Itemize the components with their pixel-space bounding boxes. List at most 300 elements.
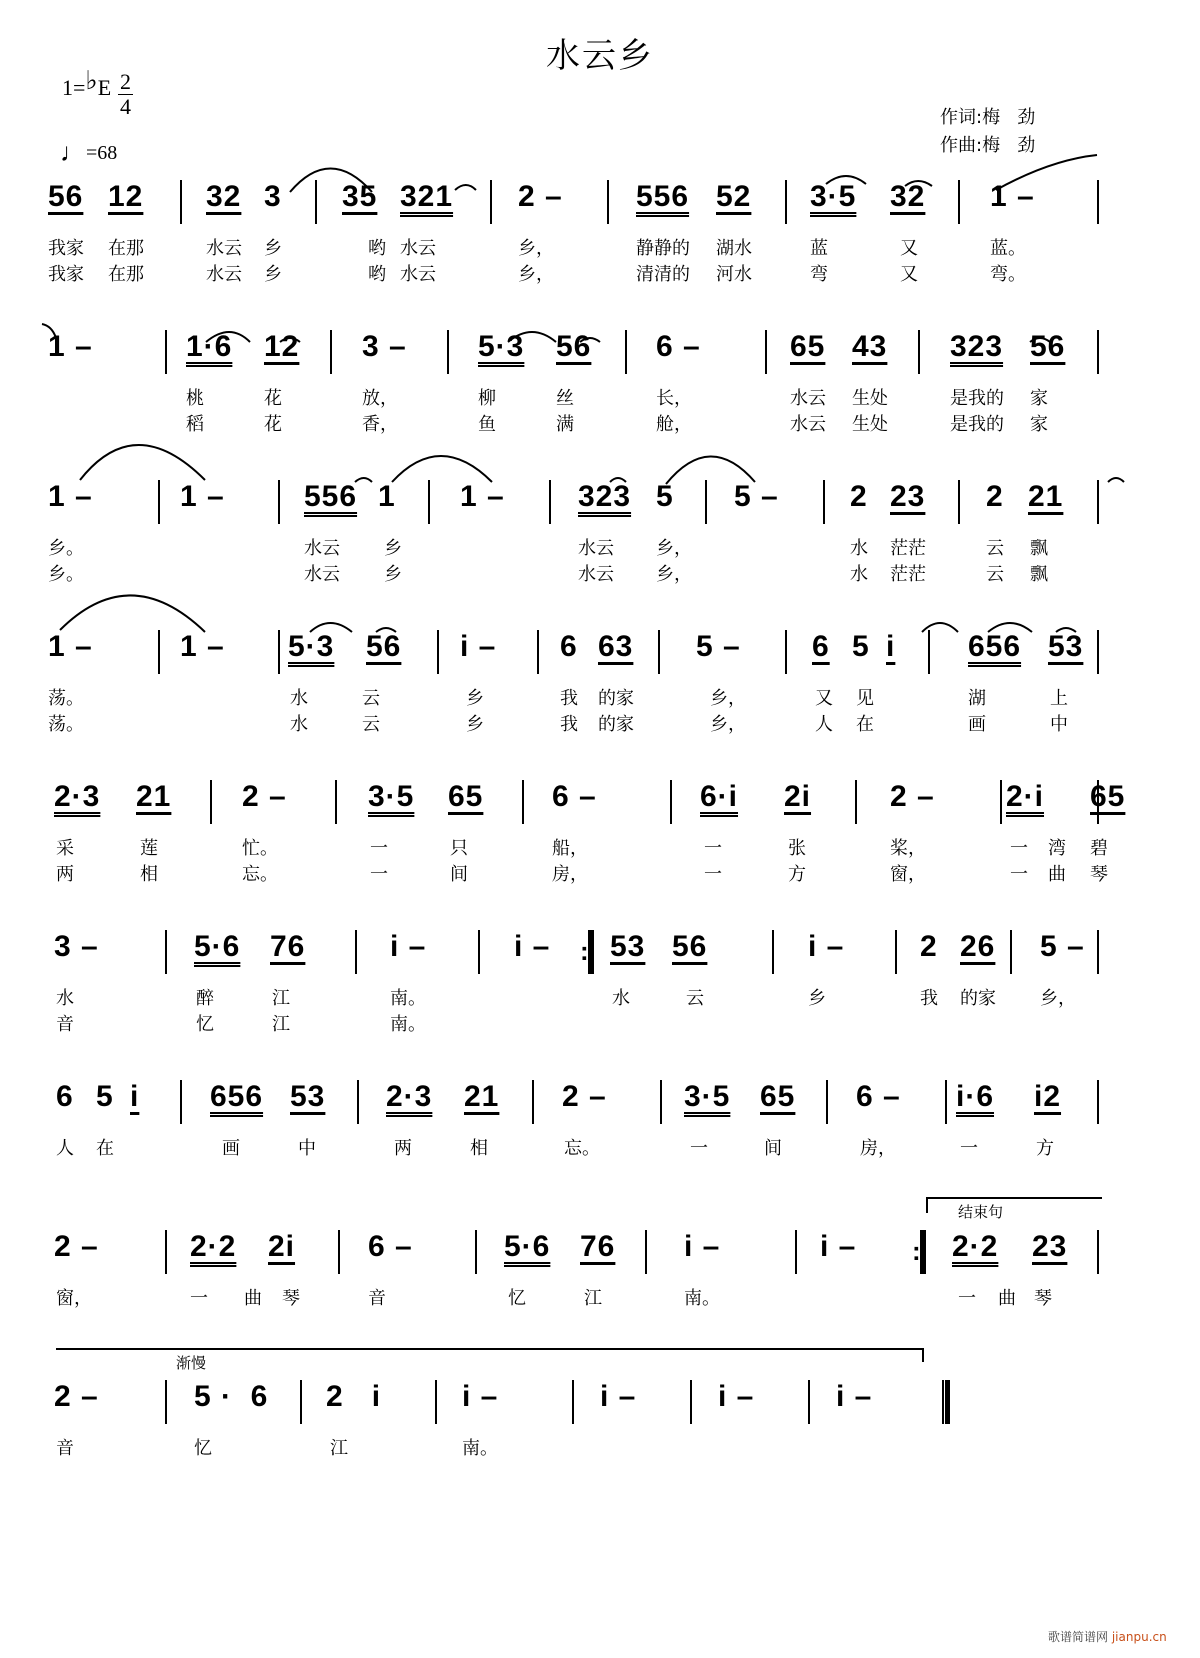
lyric-syllable: 水: [850, 564, 868, 585]
lyric-syllable: 水云: [206, 238, 242, 259]
note-group: 12: [264, 330, 300, 363]
note-group: 43: [852, 330, 888, 363]
lyric-syllable: 音: [368, 1288, 386, 1309]
staff-line: [0, 472, 1200, 532]
note-group: 56: [1030, 330, 1066, 363]
lyric-syllable: 间: [450, 864, 468, 885]
barline: [895, 930, 897, 974]
note-group: 65: [760, 1080, 796, 1113]
note-group: 1 –: [990, 180, 1035, 213]
barline: [958, 180, 960, 224]
note-group: 32: [890, 180, 926, 213]
note-group: 1 –: [48, 480, 93, 513]
barline: [785, 630, 787, 674]
barline: [918, 330, 920, 374]
barline: [165, 1230, 167, 1274]
barline: [537, 630, 539, 674]
lyric-syllable: 画: [222, 1138, 240, 1159]
note-group: 2·3: [54, 780, 101, 813]
lyric-syllable: 我家: [48, 238, 84, 259]
note-group: 5·3: [478, 330, 525, 363]
barline: [532, 1080, 534, 1124]
note-group: 5: [656, 480, 674, 513]
lyric-syllable: 乡: [264, 264, 282, 285]
barline: [855, 780, 857, 824]
tempo-value: =68: [86, 142, 118, 164]
lyric-syllable: 忘。: [564, 1138, 600, 1159]
note-group: 53: [610, 930, 646, 963]
lyric-syllable: 河水: [716, 264, 752, 285]
lyric-syllable: 在: [96, 1138, 114, 1159]
lyric-syllable: 中: [298, 1138, 316, 1159]
lyric-syllable: 乡。: [48, 538, 84, 559]
note-group: 3·5: [684, 1080, 731, 1113]
barline: [1097, 1230, 1099, 1274]
barline: [1097, 480, 1099, 524]
time-signature: [118, 70, 133, 119]
lyric-line-verse-1: [0, 234, 1200, 258]
lyric-syllable: 乡，: [710, 688, 746, 709]
barline: [808, 1380, 810, 1424]
lyric-syllable: 家: [1030, 388, 1048, 409]
lyric-syllable: 音: [56, 1014, 74, 1035]
staff-line: [0, 772, 1200, 832]
lyric-syllable: 乡，: [656, 538, 692, 559]
barline: [690, 1380, 692, 1424]
note-group: i –: [718, 1380, 755, 1413]
lyric-syllable: 乡: [384, 538, 402, 559]
note-group: 6: [560, 630, 578, 663]
lyric-syllable: 方: [788, 864, 806, 885]
lyric-syllable: 忆: [196, 1014, 214, 1035]
lyric-syllable: 水云: [790, 388, 826, 409]
lyric-syllable: 南。: [684, 1288, 720, 1309]
lyric-syllable: 弯: [810, 264, 828, 285]
lyric-syllable: 水云: [790, 414, 826, 435]
lyric-syllable: 忆: [508, 1288, 526, 1309]
note-group: 26: [960, 930, 996, 963]
lyric-syllable: 乡: [466, 688, 484, 709]
note-group: 2·3: [386, 1080, 433, 1113]
note-group: 1 –: [48, 330, 93, 363]
lyric-syllable: 又: [815, 688, 833, 709]
note-group: 5 –: [734, 480, 779, 513]
barline: [670, 780, 672, 824]
lyric-syllable: 人: [56, 1138, 74, 1159]
lyric-syllable: 忆: [194, 1438, 212, 1459]
barline: [180, 180, 182, 224]
lyric-syllable: 房，: [552, 864, 588, 885]
barline: [1010, 930, 1012, 974]
lyric-syllable: 水: [612, 988, 630, 1009]
lyric-syllable: 静静的: [636, 238, 690, 259]
note-group: 2 –: [518, 180, 563, 213]
lyric-syllable: 水云: [400, 238, 436, 259]
lyric-syllable: 醉: [196, 988, 214, 1009]
lyric-line-verse-1: [0, 834, 1200, 858]
barline: [658, 630, 660, 674]
lyric-syllable: 云: [362, 714, 380, 735]
lyric-syllable: 云: [362, 688, 380, 709]
lyric-syllable: 弯。: [990, 264, 1026, 285]
lyric-syllable: 水: [56, 988, 74, 1009]
barline: [300, 1380, 302, 1424]
note-group: 35: [342, 180, 378, 213]
lyric-line-verse-2: [0, 410, 1200, 434]
barline: [1097, 930, 1099, 974]
note-group: 5 –: [1040, 930, 1085, 963]
lyric-syllable: 是我的: [950, 388, 1004, 409]
lyric-syllable: 水云: [206, 264, 242, 285]
staff-line: [0, 922, 1200, 982]
repeat-barline: [920, 1230, 926, 1274]
lyric-syllable: 江: [330, 1438, 348, 1459]
note-group: 2·i: [1006, 780, 1045, 813]
lyric-syllable: 乡，: [710, 714, 746, 735]
lyric-syllable: 一: [960, 1138, 978, 1159]
lyric-line-verse-1: [0, 684, 1200, 708]
time-signature-bottom: 4: [120, 94, 131, 119]
lyric-syllable: 一: [190, 1288, 208, 1309]
barline: [357, 1080, 359, 1124]
lyric-syllable: 一: [1010, 838, 1028, 859]
lyric-syllable: 在: [856, 714, 874, 735]
note-group: 1 –: [180, 630, 225, 663]
repeat-barline: [588, 930, 594, 974]
barline: [335, 780, 337, 824]
lyric-syllable: 水: [290, 688, 308, 709]
note-group: 6·i: [700, 780, 739, 813]
lyric-syllable: 放，: [362, 388, 398, 409]
lyric-syllable: 乡: [808, 988, 826, 1009]
barline: [1097, 1080, 1099, 1124]
lyric-syllable: 飘: [1030, 538, 1048, 559]
note-group: 6 –: [368, 1230, 413, 1263]
lyric-syllable: 鱼: [478, 414, 496, 435]
note-group: 5·3: [288, 630, 335, 663]
lyric-syllable: 南。: [462, 1438, 498, 1459]
lyric-syllable: 飘: [1030, 564, 1048, 585]
lyricist: 作词:梅 劲: [940, 107, 1036, 128]
note-group: i: [130, 1080, 140, 1113]
lyric-syllable: 乡。: [48, 564, 84, 585]
barline: [549, 480, 551, 524]
note-group: 3·5: [810, 180, 857, 213]
lyric-line-verse-1: [0, 534, 1200, 558]
lyric-syllable: 间: [764, 1138, 782, 1159]
note-group: 5: [96, 1080, 114, 1113]
lyric-syllable: 是我的: [950, 414, 1004, 435]
lyric-syllable: 中: [1050, 714, 1068, 735]
lyric-syllable: 哟: [368, 238, 386, 259]
credits: [940, 104, 1035, 160]
lyric-syllable: 香，: [362, 414, 398, 435]
lyric-syllable: 乡: [264, 238, 282, 259]
key-prefix: 1=: [62, 75, 86, 100]
lyric-line-verse-1: [0, 1134, 1200, 1158]
lyric-syllable: 水: [290, 714, 308, 735]
barline: [765, 330, 767, 374]
note-group: 52: [716, 180, 752, 213]
lyric-syllable: 上: [1050, 688, 1068, 709]
lyric-syllable: 满: [556, 414, 574, 435]
lyric-syllable: 房，: [860, 1138, 896, 1159]
barline: [772, 930, 774, 974]
note-group: i·6: [956, 1080, 995, 1113]
lyric-line-verse-1: [0, 1434, 1200, 1458]
lyric-line-verse-1: [0, 984, 1200, 1008]
lyric-syllable: 水云: [304, 538, 340, 559]
lyric-syllable: 舱，: [656, 414, 692, 435]
lyric-syllable: 画: [968, 714, 986, 735]
lyric-syllable: 只: [450, 838, 468, 859]
note-group: i –: [808, 930, 845, 963]
lyric-syllable: 水云: [400, 264, 436, 285]
lyric-syllable: 乡，: [656, 564, 692, 585]
note-group: 32: [206, 180, 242, 213]
composer: 作曲:梅 劲: [940, 135, 1036, 156]
note-group: 2i: [268, 1230, 296, 1263]
note-group: 21: [1028, 480, 1064, 513]
staff-line: [0, 1372, 1200, 1432]
note-group: 63: [598, 630, 634, 663]
barline: [490, 180, 492, 224]
lyric-syllable: 我: [560, 714, 578, 735]
lyric-syllable: 乡，: [518, 264, 554, 285]
barline: [1097, 180, 1099, 224]
barline: [945, 1080, 947, 1124]
note-group: 2: [920, 930, 938, 963]
lyric-syllable: 莲: [140, 838, 158, 859]
lyric-line-verse-2: [0, 260, 1200, 284]
lyric-syllable: 荡。: [48, 688, 84, 709]
lyric-syllable: 云: [986, 564, 1004, 585]
ritardando-label: 渐慢: [176, 1354, 207, 1372]
note-group: i –: [600, 1380, 637, 1413]
watermark: [1048, 1628, 1167, 1645]
lyric-syllable: 曲: [1048, 864, 1066, 885]
lyric-syllable: 云: [986, 538, 1004, 559]
lyric-syllable: 水云: [304, 564, 340, 585]
lyric-syllable: 一: [370, 838, 388, 859]
lyric-syllable: 桨，: [890, 838, 926, 859]
note-group: 3 –: [54, 930, 99, 963]
note-group: 2: [850, 480, 868, 513]
final-barline: [942, 1380, 950, 1424]
lyric-line-verse-2: [0, 710, 1200, 734]
note-group: 2 –: [54, 1230, 99, 1263]
lyric-syllable: 清清的: [636, 264, 690, 285]
lyric-syllable: 水: [850, 538, 868, 559]
note-group: 5·6: [504, 1230, 551, 1263]
lyric-syllable: 音: [56, 1438, 74, 1459]
note-group: 2 –: [890, 780, 935, 813]
barline: [928, 630, 930, 674]
barline: [607, 180, 609, 224]
lyric-syllable: 琴: [1034, 1288, 1052, 1309]
barline: [572, 1380, 574, 1424]
lyric-syllable: 采: [56, 838, 74, 859]
tempo-marking: [60, 136, 117, 166]
staff-line: [0, 622, 1200, 682]
lyric-syllable: 荡。: [48, 714, 84, 735]
lyric-syllable: 忙。: [242, 838, 278, 859]
note-group: 6 –: [552, 780, 597, 813]
ending-bracket: [926, 1197, 1102, 1213]
lyric-syllable: 船，: [552, 838, 588, 859]
note-group: i –: [462, 1380, 499, 1413]
barline: [705, 480, 707, 524]
barline: [826, 1080, 828, 1124]
note-group: 1 –: [180, 480, 225, 513]
note-group: 556: [304, 480, 358, 513]
lyric-syllable: 乡，: [1040, 988, 1076, 1009]
note-group: i –: [836, 1380, 873, 1413]
lyric-syllable: 又: [900, 264, 918, 285]
note-group: 53: [290, 1080, 326, 1113]
lyric-syllable: 茫茫: [890, 538, 926, 559]
lyric-syllable: 张: [788, 838, 806, 859]
note-group: 656: [210, 1080, 264, 1113]
barline: [1097, 630, 1099, 674]
lyric-syllable: 的家: [598, 714, 634, 735]
staff-line: [0, 322, 1200, 382]
lyric-syllable: 忘。: [242, 864, 278, 885]
note-group: 3 –: [362, 330, 407, 363]
lyric-syllable: 琴: [282, 1288, 300, 1309]
barline: [435, 1380, 437, 1424]
lyric-syllable: 茫茫: [890, 564, 926, 585]
barline: [625, 330, 627, 374]
note-group: 2: [986, 480, 1004, 513]
note-group: 2 –: [242, 780, 287, 813]
lyric-syllable: 花: [264, 414, 282, 435]
lyric-line-verse-2: [0, 1010, 1200, 1034]
lyric-syllable: 乡: [466, 714, 484, 735]
note-group: 3: [264, 180, 282, 213]
note-group: 21: [136, 780, 172, 813]
lyric-syllable: 湖: [968, 688, 986, 709]
key-letter: E: [97, 75, 112, 100]
note-group: 53: [1048, 630, 1084, 663]
lyric-syllable: 江: [584, 1288, 602, 1309]
barline: [522, 780, 524, 824]
lyric-syllable: 我家: [48, 264, 84, 285]
note-group: 3·5: [368, 780, 415, 813]
note-group: 5 –: [696, 630, 741, 663]
note-group: 6 –: [856, 1080, 901, 1113]
barline: [330, 330, 332, 374]
barline: [210, 780, 212, 824]
note-group: 321: [400, 180, 454, 213]
note-group: i –: [684, 1230, 721, 1263]
lyric-syllable: 方: [1036, 1138, 1054, 1159]
note-group: 656: [968, 630, 1022, 663]
barline: [180, 1080, 182, 1124]
lyric-syllable: 蓝: [810, 238, 828, 259]
lyric-syllable: 乡，: [518, 238, 554, 259]
note-group: 2 i: [326, 1380, 382, 1413]
lyric-line-verse-1: [0, 1284, 1200, 1308]
lyric-syllable: 长，: [656, 388, 692, 409]
barline: [437, 630, 439, 674]
lyric-syllable: 柳: [478, 388, 496, 409]
note-group: 5 · 6: [194, 1380, 269, 1413]
barline: [785, 180, 787, 224]
barline: [158, 480, 160, 524]
note-group: 65: [1090, 780, 1126, 813]
barline: [795, 1230, 797, 1274]
barline: [645, 1230, 647, 1274]
lyric-syllable: 生处: [852, 414, 888, 435]
note-group: 65: [448, 780, 484, 813]
watermark-site-name: 歌谱简谱网: [1048, 1630, 1109, 1644]
barline: [165, 1380, 167, 1424]
lyric-syllable: 一: [690, 1138, 708, 1159]
note-group: 23: [890, 480, 926, 513]
lyric-syllable: 一: [1010, 864, 1028, 885]
note-group: i –: [514, 930, 551, 963]
note-group: 76: [580, 1230, 616, 1263]
lyric-syllable: 稻: [186, 414, 204, 435]
lyric-syllable: 我: [920, 988, 938, 1009]
barline: [338, 1230, 340, 1274]
lyric-syllable: 见: [856, 688, 874, 709]
barline: [158, 630, 160, 674]
lyric-line-verse-2: [0, 860, 1200, 884]
lyric-syllable: 曲: [244, 1288, 262, 1309]
note-group: 1 –: [460, 480, 505, 513]
lyric-line-verse-2: [0, 560, 1200, 584]
note-group: i –: [390, 930, 427, 963]
lyric-syllable: 蓝。: [990, 238, 1026, 259]
note-group: 2 –: [562, 1080, 607, 1113]
lyric-syllable: 一: [704, 838, 722, 859]
barline: [428, 480, 430, 524]
lyric-syllable: 的家: [960, 988, 996, 1009]
note-group: 5: [852, 630, 870, 663]
lyric-syllable: 哟: [368, 264, 386, 285]
lyric-syllable: 家: [1030, 414, 1048, 435]
lyric-syllable: 碧: [1090, 838, 1108, 859]
barline: [660, 1080, 662, 1124]
barline: [478, 930, 480, 974]
note-group: 65: [790, 330, 826, 363]
lyric-syllable: 窗，: [56, 1288, 92, 1309]
lyric-syllable: 人: [815, 714, 833, 735]
lyric-syllable: 南。: [390, 988, 426, 1009]
lyric-syllable: 两: [394, 1138, 412, 1159]
barline: [315, 180, 317, 224]
lyric-syllable: 花: [264, 388, 282, 409]
lyric-syllable: 曲: [998, 1288, 1016, 1309]
song-title: 水云乡: [546, 36, 654, 76]
barline: [165, 330, 167, 374]
lyric-syllable: 乡: [384, 564, 402, 585]
lyric-syllable: 琴: [1090, 864, 1108, 885]
lyric-syllable: 江: [272, 1014, 290, 1035]
lyric-syllable: 一: [704, 864, 722, 885]
note-group: 323: [578, 480, 632, 513]
lyric-syllable: 我: [560, 688, 578, 709]
lyric-syllable: 桃: [186, 388, 204, 409]
note-group: 56: [672, 930, 708, 963]
lyric-syllable: 相: [470, 1138, 488, 1159]
quarter-note-icon: ♩: [60, 138, 86, 167]
lyric-syllable: 窗，: [890, 864, 926, 885]
barline: [1000, 780, 1002, 824]
note-group: 5·6: [194, 930, 241, 963]
